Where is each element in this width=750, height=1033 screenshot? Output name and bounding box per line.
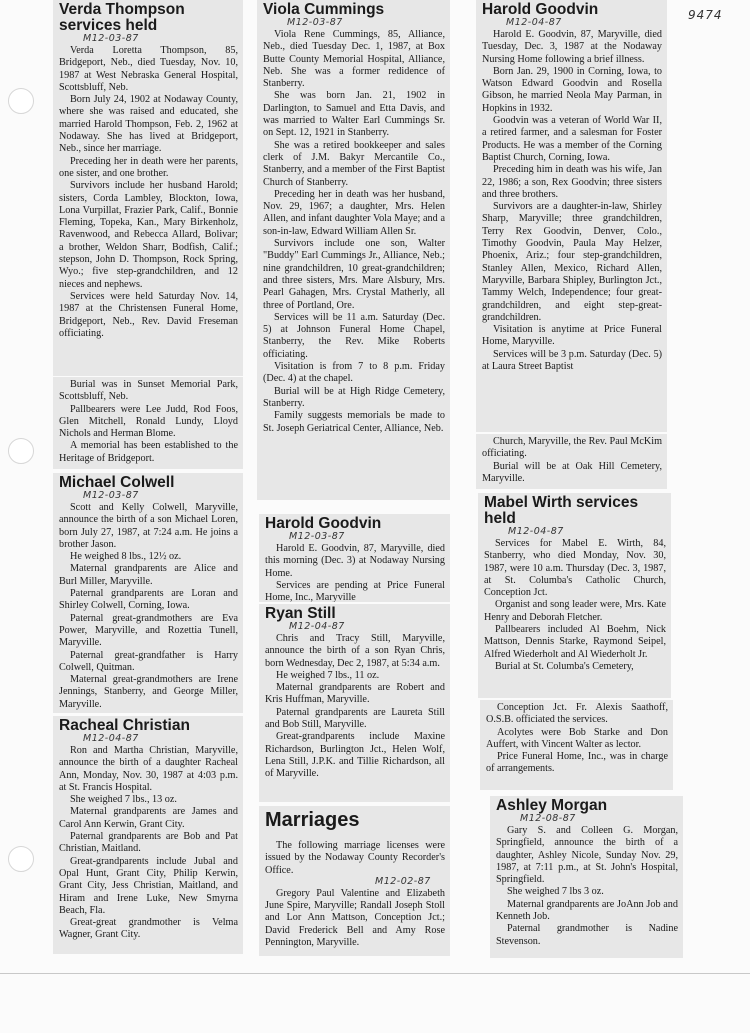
binder-hole-top xyxy=(8,88,34,114)
binder-hole-bottom xyxy=(8,846,34,872)
paragraph: Conception Jct. Fr. Alexis Saathoff, O.S.B. officiated the services. xyxy=(486,702,668,726)
clipping-mabel-wirth-continued xyxy=(480,700,673,790)
paragraph: Acolytes were Bob Starke and Don Auffert, with Vincent Walter as lector. xyxy=(486,726,668,750)
page-bottom-edge xyxy=(0,973,750,974)
clipping-title: Viola Cummings xyxy=(263,1,385,18)
paragraph: A memorial has been established to the Heritage of Bridgeport. xyxy=(59,440,238,464)
paragraph: Survivors are a daughter-in-law, Shirley Sharp, Maryville; three grandchildren, Terry Rex Goodvin, Denver, Colo., Timothy Goodvin, Paula May Helzer, Phoenix, Ariz.; four step-grandchildren, Stanley Allen, Mexico, Richard Allen, Maryville, Barbara Shipley, Burlington Jct., Tammy Welch, Independence; four great-grandchildren, and eight step-great-grandchildren. xyxy=(482,201,662,323)
paragraph: Preceding him in death was his wife, Jan 22, 1986; a son, Rex Goodvin; three sisters and three brothers. xyxy=(482,164,662,200)
clipping-harold-goodvin-obituary-continued xyxy=(476,434,667,489)
paragraph: The following marriage licenses were issued by the Nodaway County Recorder's Office. xyxy=(265,840,445,876)
paragraph: Born Jan. 29, 1900 in Corning, Iowa, to Watson Edward Goodvin and Rosella Gibson, he married Neola May Parman, in Hopkins in 1932. xyxy=(482,65,662,114)
paragraph: Ron and Martha Christian, Maryville, announce the birth of a daughter Racheal Ann, Monday, Nov. 30, 1987 at 4:03 p.m. at St. Francis Hospital. xyxy=(59,745,238,793)
paragraph: Pallbearers were Lee Judd, Rod Foos, Glen Mitchell, Ronald Lundy, Lloyd Nichols and Herman Blome. xyxy=(59,403,238,440)
paragraph: Services for Mabel E. Wirth, 84, Stanberry, who died Monday, Nov. 30, 1987, were 10 a.m. Thursday (Dec. 3, 1987, at St. Columba's Catholic Church, Conception Jct. xyxy=(484,538,666,599)
clipping-title: Harold Goodvin xyxy=(482,1,599,18)
paragraph: He weighed 7 lbs., 11 oz. xyxy=(276,669,380,681)
handwritten-date: M12-04-87 xyxy=(506,17,562,28)
clipping-title: Mabel Wirth services held xyxy=(484,494,639,527)
paragraph: He weighed 8 lbs., 12½ oz. xyxy=(70,551,182,563)
paragraph: Burial will be at High Ridge Cemetery, Stanberry. xyxy=(263,385,445,409)
handwritten-date: M12-03-87 xyxy=(83,490,139,501)
handwritten-date: M12-03-87 xyxy=(289,531,345,542)
paragraph: Gary S. and Colleen G. Morgan, Springfield, announce the birth of a daughter, Ashley Nicole, Sunday Nov. 29, 1987, at 7:11 p.m., at St. John's Hospital, Springfield. xyxy=(496,825,678,886)
paragraph: Paternal great-grandmothers are Eva Power, Maryville, and Rozettia Tunell, Maryville. xyxy=(59,612,238,649)
paragraph: Great-grandparents include Maxine Richardson, Burlington Jct., Helen Wolf, Lena Still, J.P.K. and Tillie Richardson, all of Maryville. xyxy=(265,731,445,780)
clipping-harold-goodvin-notice xyxy=(259,514,450,602)
paragraph: Maternal grandparents are Alice and Burl Miller, Maryville. xyxy=(59,563,238,587)
paragraph: She weighed 7 lbs., 13 oz. xyxy=(70,794,177,806)
paragraph: Harold E. Goodvin, 87, Maryville, died this morning (Dec. 3) at Nodaway Nursing Home. xyxy=(265,543,445,579)
clipping-title: Racheal Christian xyxy=(59,717,190,734)
clipping-title: Michael Colwell xyxy=(59,474,175,491)
paragraph: Viola Rene Cummings, 85, Alliance, Neb., died Tuesday Dec. 1, 1987, at Box Butte County Memorial Hospital, Alliance, Neb. She was a former redidence of Stanberry. xyxy=(263,29,445,90)
paragraph: Goodvin was a veteran of World War II, a retired farmer, and a salesman for Foster Products. He was a member of the Corning Baptist Church, Corning, Iowa. xyxy=(482,115,662,163)
paragraph: Paternal grandparents are Laureta Still and Bob Still, Maryville. xyxy=(265,706,445,731)
clipping-title: Harold Goodvin xyxy=(265,515,382,532)
paragraph: Church, Maryville, the Rev. Paul McKim officiating. xyxy=(482,436,662,460)
paragraph: Paternal grandparents are Loran and Shirley Colwell, Corning, Iowa. xyxy=(59,588,238,612)
paragraph: Chris and Tracy Still, Maryville, announce the birth of a son Ryan Chris, born Wednesday, Dec 2, 1987, at 5:34 a.m. xyxy=(265,633,445,669)
paragraph: Visitation is from 7 to 8 p.m. Friday (Dec. 4) at the chapel. xyxy=(263,361,445,385)
corner-note: 9474 xyxy=(688,8,723,22)
paragraph: Born July 24, 1902 at Nodaway County, where she was raised and educated, she married Harold Thompson, Feb. 2, 1962 at Nodaway. She has lived at Bridgeport, Neb., since her marriage. xyxy=(59,94,238,155)
clipping-title: Ryan Still xyxy=(265,605,336,622)
clipping-title: Verda Thompson services held xyxy=(59,1,185,34)
paragraph: Paternal great-grandfather is Harry Colwell, Quitman. xyxy=(59,649,238,673)
paragraph: Maternal grandparents are Robert and Kris Huffman, Maryville. xyxy=(265,682,445,706)
handwritten-date: M12-08-87 xyxy=(520,813,576,824)
paragraph: Harold E. Goodvin, 87, Maryville, died Tuesday, Dec. 3, 1987 at the Nodaway Nursing Home following a brief illness. xyxy=(482,29,662,65)
handwritten-date: M12-04-87 xyxy=(508,526,564,537)
paragraph: Great-great grandmother is Velma Wagner, Grant City. xyxy=(59,917,238,941)
handwritten-date: M12-03-87 xyxy=(287,17,343,28)
clipping-verda-thompson-continued xyxy=(53,377,243,469)
paragraph: Scott and Kelly Colwell, Maryville, announce the birth of a son Michael Loren, born July 27, 1987, at 7:24 a.m. He joins a brother Jason. xyxy=(59,502,238,550)
paragraph: She was a retired bookkeeper and sales clerk of J.M. Bakyr Mercantile Co., Stanberry, and a member of the First Baptist Church of Stanberry. xyxy=(263,139,445,188)
clipping-michael-colwell xyxy=(53,473,243,713)
paragraph: Family suggests memorials be made to St. Joseph Geriatrical Center, Alliance, Neb. xyxy=(263,410,445,434)
clipping-viola-cummings xyxy=(257,0,450,500)
paragraph: Organist and song leader were, Mrs. Kate Henry and Deborah Fletcher. xyxy=(484,599,666,623)
handwritten-date: M12-02-87 xyxy=(375,875,431,887)
paragraph: Survivors include one son, Walter "Buddy" Earl Cummings Jr., Alliance, Neb.; nine grandchildren, 10 great-grandchildren; and three sisters, Mrs. Mare Alsbury, Mrs. Pearl Gahagen, Mrs. Crystal Matherly, all three of Portland, Ore. xyxy=(263,238,445,311)
clipping-verda-thompson xyxy=(53,0,243,376)
paragraph: Preceding her in death was her husband, Nov. 29, 1967; a daughter, Mrs. Helen Allen, and infant daughter Vola Maye; and a son-in-law, Edward William Allen Sr. xyxy=(263,188,445,237)
clipping-harold-goodvin-obituary xyxy=(476,0,667,432)
paragraph: Price Funeral Home, Inc., was in charge of arrangements. xyxy=(486,751,668,775)
paragraph: Maternal great-grandmothers are Irene Jennings, Stanberry, and George Miller, Maryville. xyxy=(59,674,238,710)
clipping-mabel-wirth xyxy=(478,493,671,698)
paragraph: Services are pending at Price Funeral Home, Inc., Maryville xyxy=(265,579,445,602)
binder-hole-middle xyxy=(8,438,34,464)
paragraph: Maternal grandparents are JoAnn Job and Kenneth Job. xyxy=(496,898,678,923)
paragraph: Maternal grandparents are James and Carol Ann Kerwin, Grant City. xyxy=(59,806,238,830)
clipping-racheal-christian xyxy=(53,716,243,954)
clipping-title: Ashley Morgan xyxy=(496,797,608,814)
paragraph: Paternal grandparents are Bob and Pat Christian, Maitland. xyxy=(59,831,238,855)
handwritten-date: M12-03-87 xyxy=(83,33,139,44)
paragraph: Burial at St. Columba's Cemetery, xyxy=(495,660,634,672)
clipping-ashley-morgan xyxy=(490,796,683,958)
clipping-ryan-still xyxy=(259,604,450,802)
paragraph: Services will be 3 p.m. Saturday (Dec. 5) at Laura Street Baptist xyxy=(482,348,662,373)
paragraph: Services were held Saturday Nov. 14, 1987 at the Christensen Funeral Home, Bridgeport, Neb., Rev. David Freseman officiating. xyxy=(59,290,238,339)
paragraph: Burial will be at Oak Hill Cemetery, Maryville. xyxy=(482,460,662,484)
paragraph: Pallbearers included Al Boehm, Nick Mattson, Dennis Starke, Raymond Seipel, Alfred Wiederholt and Al Wiederholt Jr. xyxy=(484,624,666,660)
clipping-title: Marriages xyxy=(265,809,360,831)
paragraph: She was born Jan. 21, 1902 in Darlington, to Samuel and Etta Davis, and was married to Walter Earl Cummings Sr. on Sept. 12, 1921 in Stanberry. xyxy=(263,90,445,139)
paragraph: Gregory Paul Valentine and Elizabeth June Spire, Maryville; Randall Joseph Stoll and Lor Ann Mattson, Conception Jct.; David Frederick Bell and Amy Rose Pennington, Maryville. xyxy=(265,887,445,949)
paragraph: She weighed 7 lbs 3 oz. xyxy=(507,886,604,898)
handwritten-date: M12-04-87 xyxy=(83,733,139,744)
paragraph: Survivors include her husband Harold; sisters, Corda Lambley, Blockton, Iowa, Lona Vurpillat, Frazier Park, Calif., Bonnie Fleming, Topeka, Kan., Mary Birkenholz, Ravenwood, and Rebecca Allard, Bolivar; a brother, Weldon Sharr, Bodfish, Calif.; stepson, John D. Thompson, Rock Spring, Wyo.; five step-grandchildren, and 12 nieces and nephews. xyxy=(59,180,238,290)
paragraph: Great-grandparents include Jubal and Opal Hunt, Grant City, Philip Kerwin, Grant City, Jess Christian, Maitland, and Hiram and Irene Luke, New Smyrna Beach, Fla. xyxy=(59,855,238,916)
paragraph: Services will be 11 a.m. Saturday (Dec. 5) at Johnson Funeral Home Chapel, Stanberry, the Rev. Mike Roberts officiating. xyxy=(263,311,445,360)
handwritten-date: M12-04-87 xyxy=(289,621,345,632)
paragraph: Verda Loretta Thompson, 85, Bridgeport, Neb., died Tuesday, Nov. 10, 1987 at West Nebraska General Hospital, Scottsbluff, Neb. xyxy=(59,45,238,93)
paragraph: Preceding her in death were her parents, one sister, and one brother. xyxy=(59,155,238,179)
paragraph: Paternal grandmother is Nadine Stevenson. xyxy=(496,923,678,947)
paragraph: Burial was in Sunset Memorial Park, Scottsbluff, Neb. xyxy=(59,379,238,403)
paragraph: Visitation is anytime at Price Funeral Home, Maryville. xyxy=(482,324,662,348)
clipping-marriages xyxy=(259,806,450,956)
